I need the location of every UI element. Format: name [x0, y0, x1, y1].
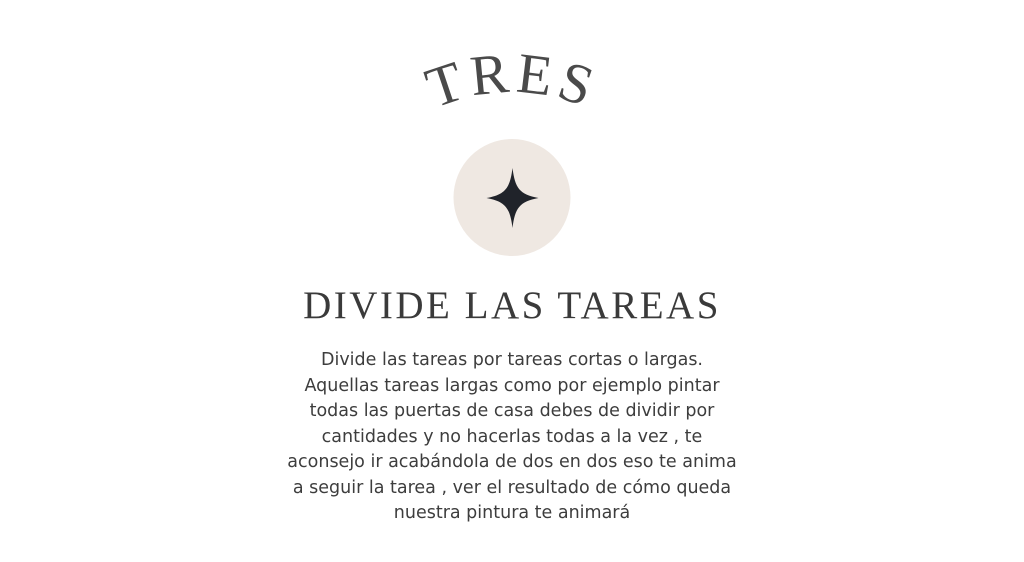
body-line: Aquellas tareas largas como por ejemplo pintar [304, 375, 720, 396]
body-line: todas las puertas de casa debes de dividir por [309, 401, 715, 421]
body-paragraph [252, 348, 772, 527]
arched-number-text: TRES [418, 41, 606, 121]
body-line: cantidades y no hacerlas todas a la vez , te [321, 426, 703, 447]
star-badge [454, 139, 571, 256]
body-line: a seguir la tarea , ver el resultado de cómo queda [292, 477, 732, 498]
body-line: nuestra pintura te animará [393, 503, 631, 523]
page-title: DIVIDE LAS TAREAS [303, 284, 721, 327]
body-line: aconsejo ir acabándola de dos en dos eso te anima [287, 452, 737, 472]
four-pointed-star-icon [485, 168, 539, 228]
body-line: Divide las tareas por tareas cortas o largas. [320, 350, 703, 370]
